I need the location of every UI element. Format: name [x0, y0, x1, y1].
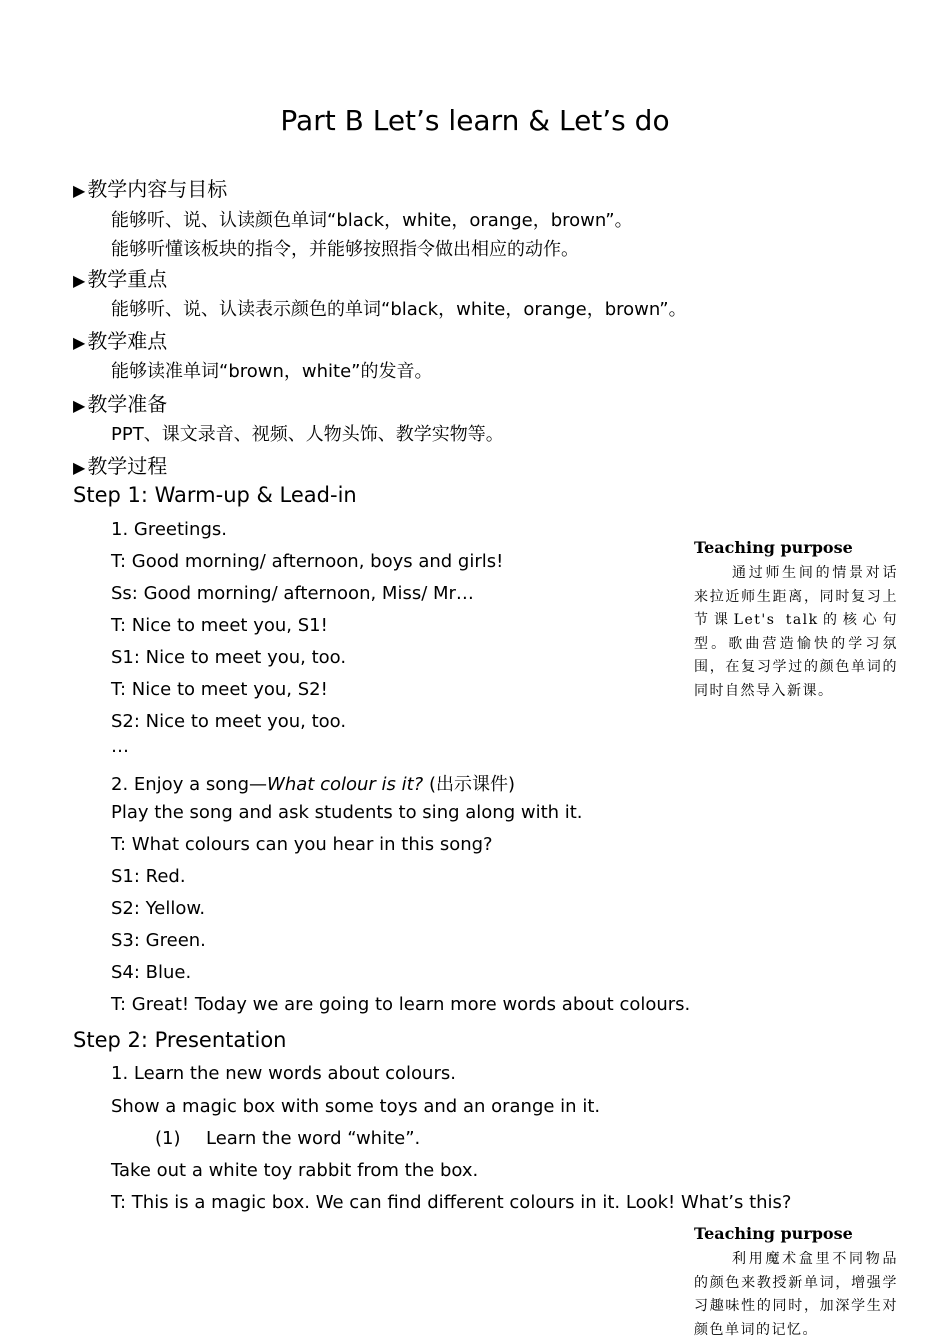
text-line: Show a magic box with some toys and an orange in it. [111, 1096, 601, 1117]
note-heading: Teaching purpose [694, 1224, 853, 1243]
teaching-purpose-note-2 [694, 1224, 898, 1342]
text-line: S1: Red. [111, 866, 186, 887]
text-line: Ss: Good morning/ afternoon, Miss/ Mr… [111, 583, 474, 604]
text-line: T: Great! Today we are going to learn more words about colours. [111, 994, 691, 1015]
bullet-triangle-icon: ▶ [73, 271, 86, 290]
note-heading: Teaching purpose [694, 538, 853, 557]
song-line: 2. Enjoy a song—What colour is it? (出示课件) [111, 774, 516, 795]
text-line: T: What colours can you hear in this song? [111, 834, 493, 855]
text-line: PPT、课文录音、视频、人物头饰、教学实物等。 [111, 424, 504, 445]
page-title: Part B Let’s learn & Let’s do [280, 104, 670, 137]
text-line: T: This is a magic box. We can find different colours in it. Look! What’s this? [111, 1192, 792, 1213]
bullet-triangle-icon: ▶ [73, 396, 86, 415]
teaching-purpose-note-1 [694, 538, 898, 703]
text-line: S2: Nice to meet you, too. [111, 711, 347, 732]
text-line: … [111, 736, 129, 757]
section-heading-key-points: ▶ 教学重点 [73, 267, 168, 291]
bullet-triangle-icon: ▶ [73, 458, 86, 477]
text-line: Play the song and ask students to sing along with it. [111, 802, 583, 823]
text-line: 能够读准单词“brown，white”的发音。 [111, 361, 433, 382]
text-line: 能够听懂该板块的指令，并能够按照指令做出相应的动作。 [111, 239, 579, 260]
section-heading-difficulties: ▶ 教学难点 [73, 329, 168, 353]
text-line: 1. Greetings. [111, 519, 227, 540]
bullet-triangle-icon: ▶ [73, 333, 86, 352]
text-line: T: Nice to meet you, S1! [111, 615, 328, 636]
sub-item-number: (1) [155, 1128, 181, 1149]
step1-title: Step 1: Warm-up & Lead-in [73, 483, 357, 507]
text-line: 能够听、说、认读颜色单词“black，white，orange，brown”。 [111, 210, 633, 231]
section-heading-process: ▶ 教学过程 [73, 454, 168, 478]
step2-title: Step 2: Presentation [73, 1028, 287, 1052]
section-heading-content-goals: ▶ 教学内容与目标 [73, 177, 228, 201]
text-line: Take out a white toy rabbit from the box. [111, 1160, 479, 1181]
text-line: S4: Blue. [111, 962, 192, 983]
note-body: 利用魔术盒里不同物品的颜色来教授新单词，增强学习趣味性的同时，加深学生对颜色单词的记忆。 [694, 1251, 898, 1338]
text-line: 能够听、说、认读表示颜色的单词“black，white，orange，brown”。 [111, 299, 687, 320]
text-line: T: Nice to meet you, S2! [111, 679, 328, 700]
text-line: 1. Learn the new words about colours. [111, 1063, 456, 1084]
text-line: S1: Nice to meet you, too. [111, 647, 347, 668]
text-line: S3: Green. [111, 930, 206, 951]
bullet-triangle-icon: ▶ [73, 181, 86, 200]
song-title: What colour is it? [267, 774, 424, 795]
sub-item-text: Learn the word “white”. [206, 1128, 421, 1149]
text-line: T: Good morning/ afternoon, boys and girls! [111, 551, 504, 572]
note-body: 通过师生间的情景对话来拉近师生距离，同时复习上节课Let's talk的核心句型。歌曲营造愉快的学习氛围，在复习学过的颜色单词的同时自然导入新课。 [694, 565, 898, 699]
text-line: S2: Yellow. [111, 898, 206, 919]
section-heading-preparation: ▶ 教学准备 [73, 392, 168, 416]
